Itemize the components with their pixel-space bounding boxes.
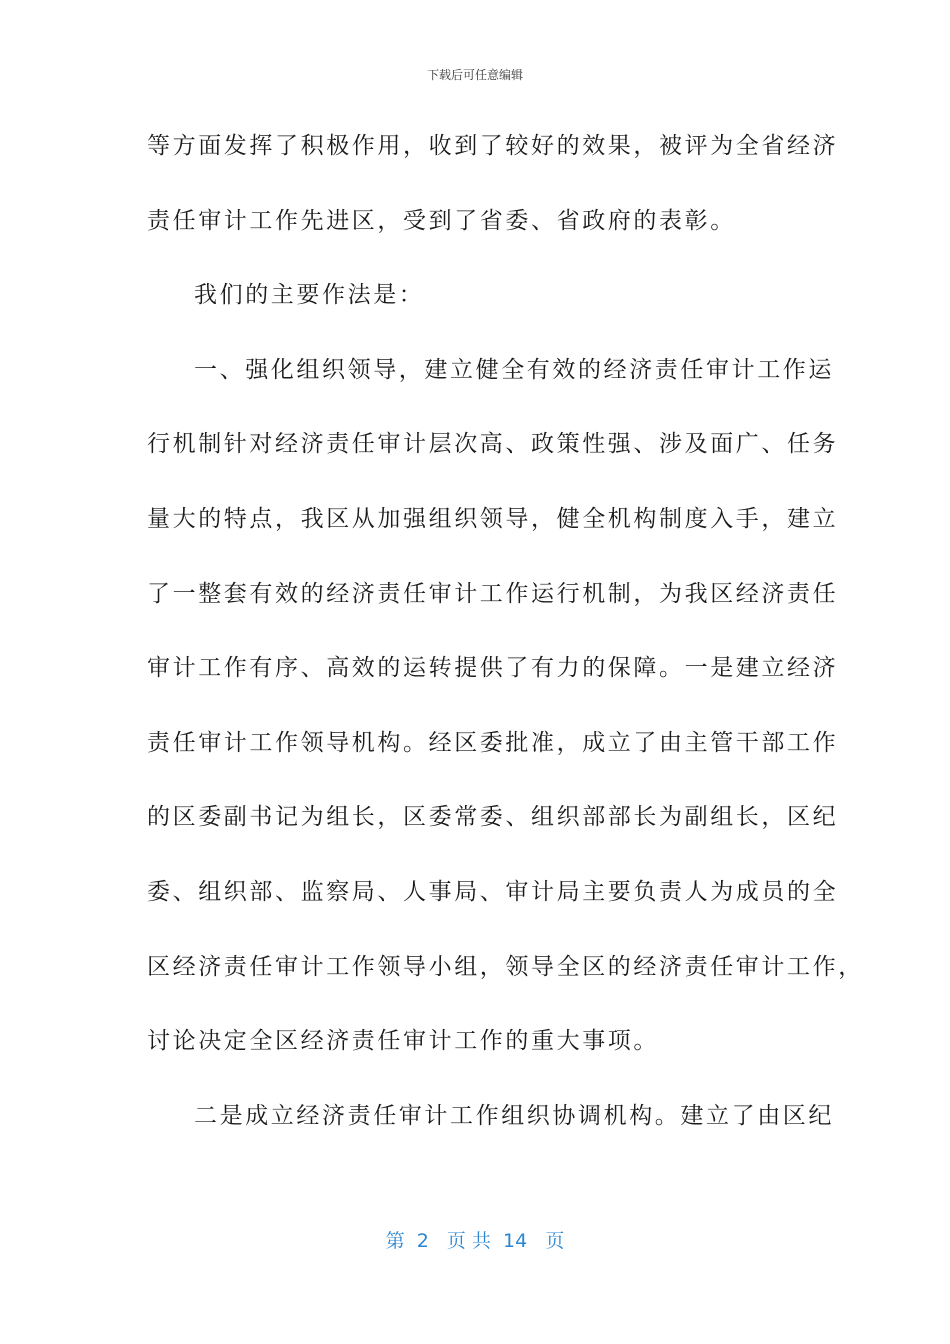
page-number-footer: 第 2 页 共 14 页	[385, 1230, 565, 1252]
paragraph-line: 了一整套有效的经济责任审计工作运行机制，为我区经济责任	[147, 580, 839, 607]
paragraph-line: 二是成立经济责任审计工作组织协调机构。建立了由区纪	[194, 1102, 834, 1129]
paragraph-line: 的区委副书记为组长，区委常委、组织部部长为副组长，区纪	[147, 804, 839, 831]
page-header: 下载后可任意编辑	[426, 68, 523, 82]
paragraph-line: 我们的主要作法是：	[194, 282, 425, 309]
paragraph-line: 一、强化组织领导，建立健全有效的经济责任审计工作运	[194, 356, 834, 383]
paragraph-line: 量大的特点，我区从加强组织领导，健全机构制度入手，建立	[147, 505, 839, 532]
paragraph-line: 委、组织部、监察局、人事局、审计局主要负责人为成员的全	[147, 878, 839, 905]
paragraph-line: 责任审计工作先进区，受到了省委、省政府的表彰。	[147, 207, 736, 234]
paragraph-line: 区经济责任审计工作领导小组，领导全区的经济责任审计工作，	[147, 953, 864, 980]
paragraph-line: 行机制针对经济责任审计层次高、政策性强、涉及面广、任务	[147, 431, 839, 458]
paragraph-line: 责任审计工作领导机构。经区委批准，成立了由主管干部工作	[147, 729, 839, 756]
paragraph-line: 讨论决定全区经济责任审计工作的重大事项。	[147, 1028, 659, 1055]
paragraph-line: 等方面发挥了积极作用，收到了较好的效果，被评为全省经济	[147, 133, 839, 159]
paragraph-line: 审计工作有序、高效的运转提供了有力的保障。一是建立经济	[147, 655, 839, 682]
body-text	[147, 124, 864, 1168]
